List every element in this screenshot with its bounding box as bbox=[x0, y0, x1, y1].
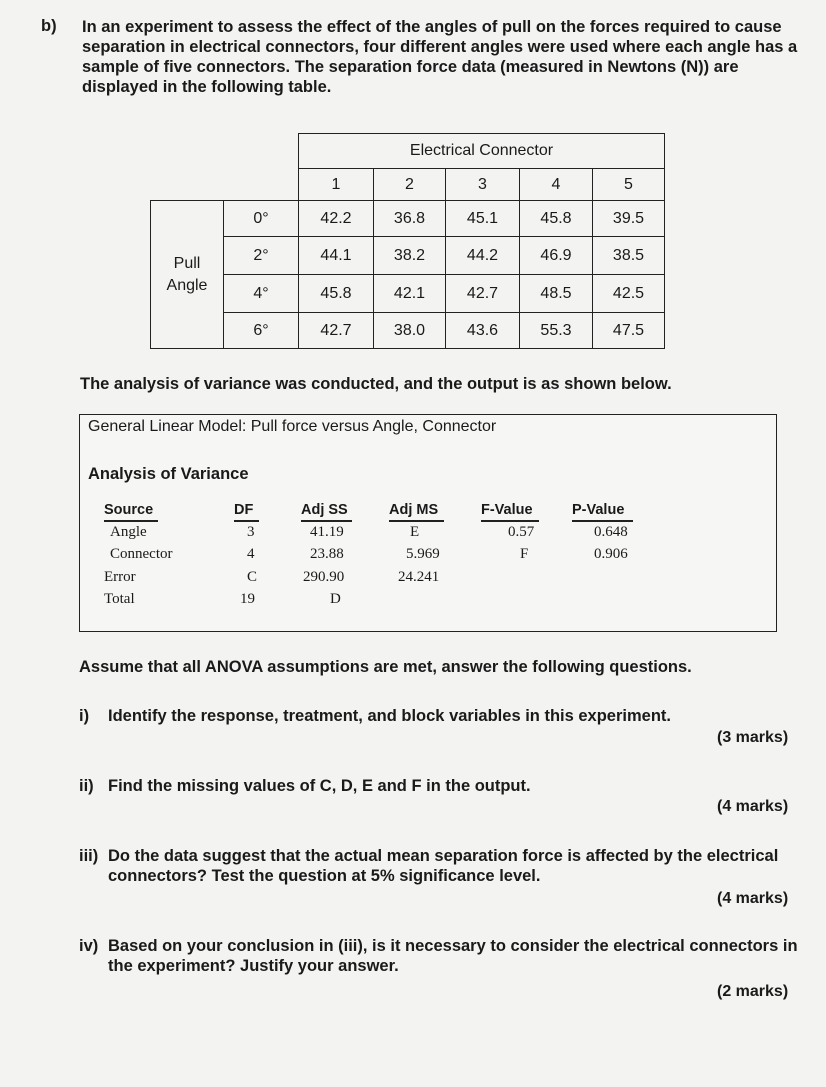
anova-source: Error bbox=[104, 569, 136, 585]
subquestion-marks: (2 marks) bbox=[717, 983, 789, 1000]
anova-df: C bbox=[247, 569, 258, 585]
anova-source: Connector bbox=[110, 546, 173, 562]
anova-df: 4 bbox=[247, 546, 255, 562]
anova-header-df: DF bbox=[234, 502, 254, 518]
table-cell: 45.1 bbox=[446, 201, 520, 237]
subquestion-text: Identify the response, treatment, and block variables in this experiment. bbox=[108, 707, 671, 725]
table-cell: 38.5 bbox=[593, 237, 665, 275]
anova-adjms: E bbox=[410, 524, 420, 540]
anova-adjss: D bbox=[330, 591, 341, 607]
header-underline bbox=[389, 520, 444, 522]
connector-header: 1 bbox=[299, 169, 374, 201]
anova-source: Total bbox=[104, 591, 135, 607]
model-title: General Linear Model: Pull force versus Angle, Connector bbox=[88, 418, 497, 435]
anova-header-source: Source bbox=[104, 502, 154, 518]
table-cell: 38.0 bbox=[374, 313, 446, 349]
anova-adjss: 290.90 bbox=[303, 569, 345, 585]
subquestion-marks: (3 marks) bbox=[717, 729, 789, 746]
angle-label: 6° bbox=[224, 313, 299, 349]
connector-header: 4 bbox=[520, 169, 593, 201]
anova-section-title: Analysis of Variance bbox=[88, 465, 249, 483]
table-cell: 42.1 bbox=[374, 275, 446, 313]
subquestion-marks: (4 marks) bbox=[717, 890, 789, 907]
table-cell: 42.2 bbox=[299, 201, 374, 237]
header-underline bbox=[572, 520, 633, 522]
anova-output-box bbox=[79, 414, 777, 632]
anova-adjms: 5.969 bbox=[406, 546, 440, 562]
assumption-text: Assume that all ANOVA assumptions are met, answer the following questions. bbox=[79, 658, 692, 676]
connector-header: 2 bbox=[374, 169, 446, 201]
table-cell: 48.5 bbox=[520, 275, 593, 313]
anova-header-adjss: Adj SS bbox=[301, 502, 348, 518]
anova-pvalue: 0.648 bbox=[594, 524, 628, 540]
header-underline bbox=[104, 520, 158, 522]
angle-label: 4° bbox=[224, 275, 299, 313]
subquestion-number: iii) bbox=[79, 847, 99, 865]
subquestion-text: Based on your conclusion in (iii), is it necessary to consider the electrical connectors in the experiment? Justify your answer. bbox=[108, 937, 798, 975]
anova-header-fvalue: F-Value bbox=[481, 502, 533, 518]
anova-adjms: 24.241 bbox=[398, 569, 440, 585]
anova-df: 19 bbox=[240, 591, 255, 607]
table-cell: 42.7 bbox=[299, 313, 374, 349]
header-underline bbox=[234, 520, 259, 522]
subquestion-marks: (4 marks) bbox=[717, 798, 789, 815]
row-group-header-line2: Angle bbox=[166, 276, 208, 294]
header-underline bbox=[301, 520, 352, 522]
anova-adjss: 41.19 bbox=[310, 524, 344, 540]
subquestion-number: iv) bbox=[79, 937, 99, 955]
subquestion-text: Do the data suggest that the actual mean separation force is affected by the electrical connectors? Test the question at 5% significance level. bbox=[108, 847, 779, 885]
connector-header: 5 bbox=[593, 169, 665, 201]
anova-intro: The analysis of variance was conducted, and the output is as shown below. bbox=[80, 375, 672, 393]
table-cell: 46.9 bbox=[520, 237, 593, 275]
anova-fvalue: 0.57 bbox=[508, 524, 535, 540]
table-cell: 55.3 bbox=[520, 313, 593, 349]
question-intro: In an experiment to assess the effect of the angles of pull on the forces required to cause separation in electrical connectors, four different angles were used where each angle has a sample of five connectors. The separation force data (measured in Newtons (N)) are displayed in the following table. bbox=[82, 18, 798, 96]
header-underline bbox=[481, 520, 539, 522]
angle-label: 0° bbox=[224, 201, 299, 237]
row-group-header-line1: Pull bbox=[173, 254, 201, 272]
subquestion-number: ii) bbox=[79, 777, 94, 795]
anova-df: 3 bbox=[247, 524, 255, 540]
table-cell: 42.7 bbox=[446, 275, 520, 313]
anova-fvalue: F bbox=[520, 546, 529, 562]
table-cell: 45.8 bbox=[299, 275, 374, 313]
anova-source: Angle bbox=[110, 524, 147, 540]
table-cell: 38.2 bbox=[374, 237, 446, 275]
subquestion-number: i) bbox=[79, 707, 90, 725]
anova-pvalue: 0.906 bbox=[594, 546, 628, 562]
subquestion-text: Find the missing values of C, D, E and F in the output. bbox=[108, 777, 531, 795]
anova-adjss: 23.88 bbox=[310, 546, 344, 562]
table-cell: 44.2 bbox=[446, 237, 520, 275]
table-cell: 36.8 bbox=[374, 201, 446, 237]
table-cell: 47.5 bbox=[593, 313, 665, 349]
anova-header-pvalue: P-Value bbox=[572, 502, 625, 518]
table-cell: 44.1 bbox=[299, 237, 374, 275]
column-group-header: Electrical Connector bbox=[299, 134, 665, 169]
angle-label: 2° bbox=[224, 237, 299, 275]
anova-header-adjms: Adj MS bbox=[389, 502, 439, 518]
separation-force-table bbox=[150, 133, 665, 349]
row-group-header bbox=[151, 201, 224, 349]
question-label: b) bbox=[41, 17, 57, 35]
table-cell: 45.8 bbox=[520, 201, 593, 237]
table-cell: 39.5 bbox=[593, 201, 665, 237]
table-cell: 43.6 bbox=[446, 313, 520, 349]
table-cell: 42.5 bbox=[593, 275, 665, 313]
connector-header: 3 bbox=[446, 169, 520, 201]
